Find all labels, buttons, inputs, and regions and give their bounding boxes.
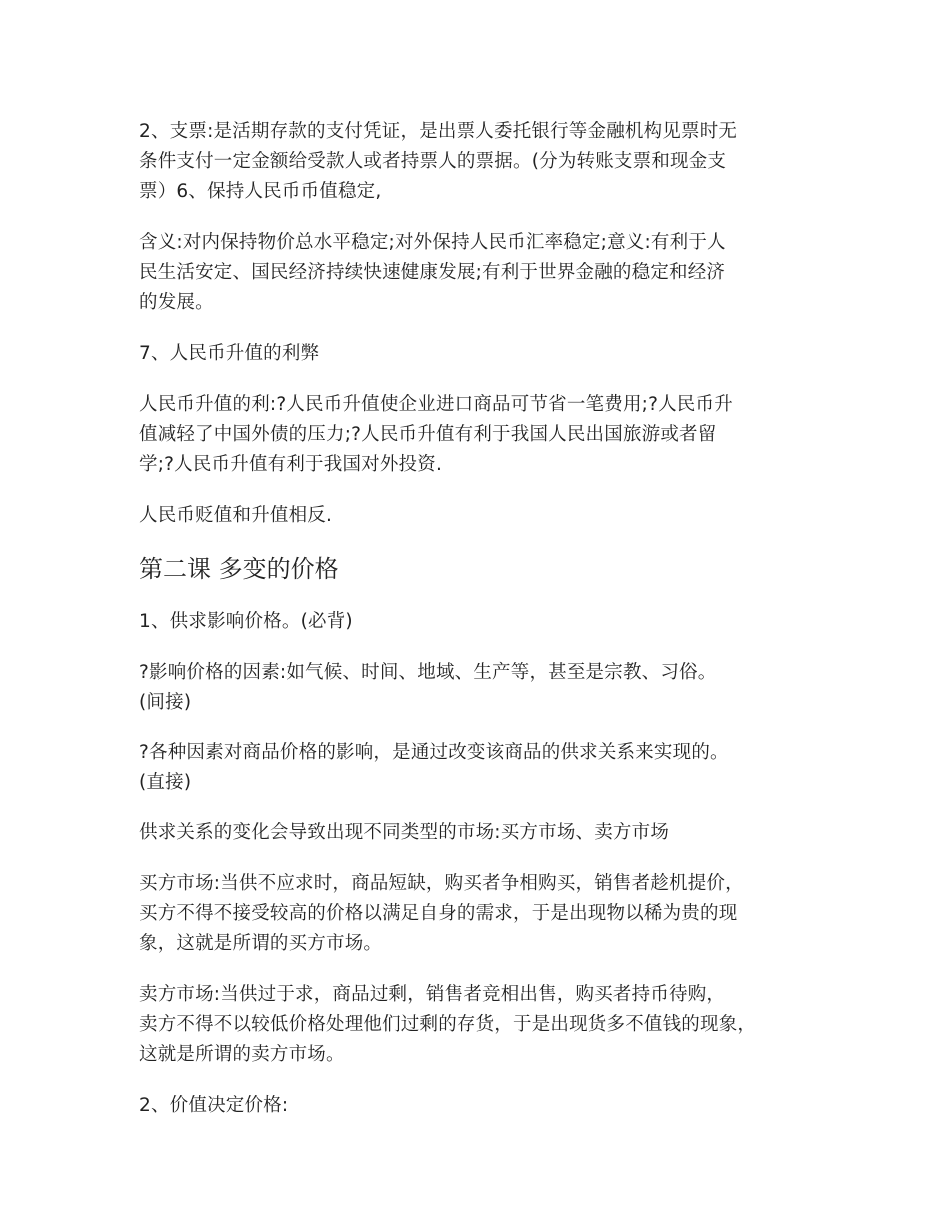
text-line: 人民币升值的利:?人民币升值使企业进口商品可节省一笔费用;?人民币升 [139,394,733,415]
text-line: 2、支票:是活期存款的支付凭证，是出票人委托银行等金融机构见票时无 [139,121,738,142]
paragraph-supply-demand-title [139,607,829,637]
paragraph-value-determines-price [139,1091,829,1121]
text-line: 买方不得不接受较高的价格以满足自身的需求，于是出现物以稀为贵的现 [139,903,738,924]
text-line: ?影响价格的因素:如气候、时间、地域、生产等，甚至是宗教、习俗。 [139,662,717,683]
paragraph-factor-influence [139,738,829,798]
text-line: 人民币贬值和升值相反. [139,505,333,526]
text-line: 含义:对内保持物价总水平稳定;对外保持人民币汇率稳定;意义:有利于人 [139,232,726,253]
text-line: 供求关系的变化会导致出现不同类型的市场:买方市场、卖方市场 [139,822,670,843]
paragraph-rmb-appreciation-benefits [139,390,829,480]
section-heading: 第二课 多变的价格 [139,555,339,583]
text-line: 民生活安定、国民经济持续快速健康发展;有利于世界金融的稳定和经济 [139,262,726,283]
text-line: 象，这就是所谓的买方市场。 [139,933,383,954]
text-line: 值减轻了中国外债的压力;?人民币升值有利于我国人民出国旅游或者留 [139,424,717,445]
text-line: 条件支付一定金额给受款人或者持票人的票据。(分为转账支票和现金支 [139,151,727,172]
text-line: 买方市场:当供不应求时，商品短缺，购买者争相购买，销售者趁机提价， [139,873,744,894]
text-line: 的发展。 [139,292,214,313]
text-line: 7、人民币升值的利弊 [139,343,320,364]
text-line: (直接) [139,772,192,793]
text-line: 卖方不得不以较低价格处理他们过剩的存货，于是出现货多不值钱的现象， [139,1014,757,1035]
text-line: 2、价值决定价格: [139,1095,289,1116]
text-line: ?各种因素对商品价格的影响，是通过改变该商品的供求关系来实现的。 [139,742,729,763]
text-line: 卖方市场:当供过于求，商品过剩，销售者竞相出售，购买者持币待购， [139,984,726,1005]
text-line: 这就是所谓的卖方市场。 [139,1044,345,1065]
text-line: 学;?人民币升值有利于我国对外投资. [139,454,443,475]
paragraph-buyers-market [139,869,829,959]
paragraph-meaning [139,228,829,318]
text-line: 票）6、保持人民币币值稳定, [139,181,382,202]
paragraph-market-types [139,818,829,848]
paragraph-rmb-depreciation [139,501,829,531]
paragraph-cheque [139,117,829,207]
text-line: (间接) [139,692,192,713]
paragraph-rmb-appreciation-title [139,339,829,369]
text-line: 1、供求影响价格。(必背) [139,611,353,632]
paragraph-sellers-market [139,980,829,1070]
paragraph-price-factors [139,658,829,718]
